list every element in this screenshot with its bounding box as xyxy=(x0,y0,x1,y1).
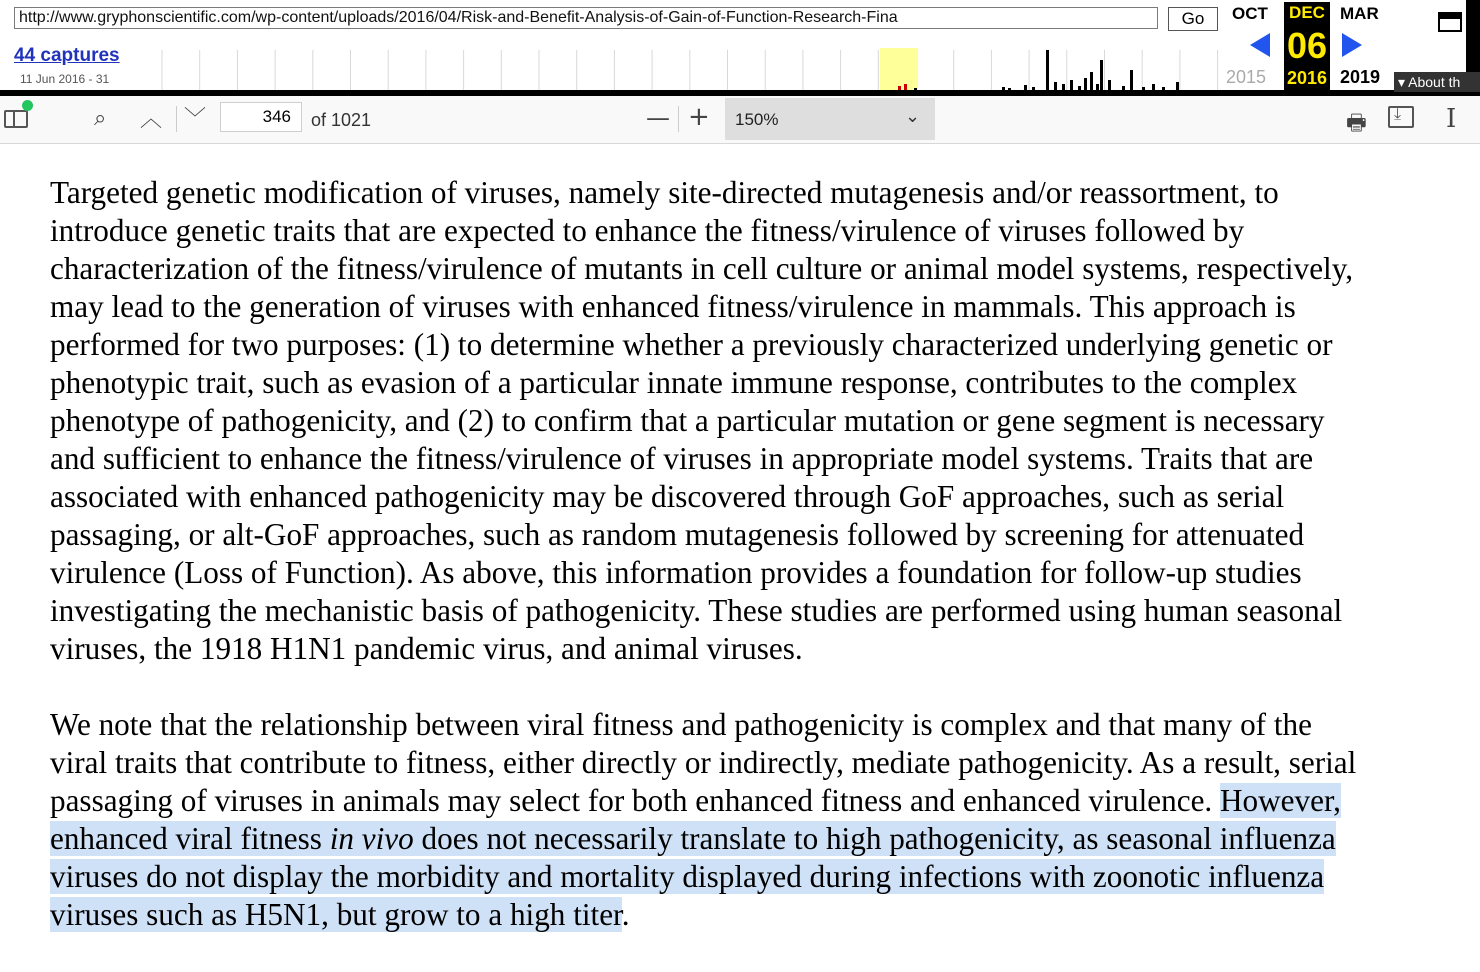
capture-bar[interactable] xyxy=(1096,84,1099,90)
wayback-panel xyxy=(0,0,1466,90)
capture-bar[interactable] xyxy=(1122,86,1125,90)
toolbar-divider xyxy=(176,106,177,132)
wayback-go-button[interactable]: Go xyxy=(1168,7,1218,31)
timeline-current-year xyxy=(880,48,918,90)
capture-bar[interactable] xyxy=(1130,70,1133,90)
capture-bar[interactable] xyxy=(1142,87,1145,90)
text-line: characterization of the fitness/virulence of mutants in cell culture or animal model systems, respectively, xyxy=(50,251,1354,286)
text-cursor-icon[interactable]: I xyxy=(1446,104,1457,134)
text-line: and sufficient to enhance the fitness/virulence of viruses in appropriate model systems. Traits that are xyxy=(50,441,1314,476)
search-icon[interactable]: ⌕ xyxy=(94,106,107,131)
selected-text[interactable]: viruses such as H5N1, but grow to a high titer xyxy=(50,897,622,932)
next-page-icon[interactable]: ﹀ xyxy=(184,107,207,132)
current-day: 06 xyxy=(1284,24,1330,66)
text-line: investigating the mechanistic basis of pathogenicity. These studies are performed using human seasonal xyxy=(50,593,1343,628)
capture-bar[interactable] xyxy=(904,84,907,90)
text-span: . xyxy=(621,897,630,932)
prev-month-link[interactable]: OCT xyxy=(1232,4,1268,23)
capture-date-range: 11 Jun 2016 - 31 xyxy=(20,72,110,86)
text-line: may lead to the generation of viruses with enhanced fitness/virulence in mammals. This approach is xyxy=(50,289,1296,324)
selected-text[interactable] xyxy=(50,821,1336,856)
current-year: 2016 xyxy=(1284,66,1330,90)
text-span: enhanced viral fitness xyxy=(50,821,330,856)
next-month-link[interactable]: MAR xyxy=(1340,4,1379,23)
capture-bar[interactable] xyxy=(1152,84,1155,90)
capture-bar[interactable] xyxy=(914,88,917,90)
text-line: viral traits that contribute to fitness, either directly or indirectly, mediate pathogenicity. As a result, serial xyxy=(50,745,1357,780)
zoom-value: 150% xyxy=(735,110,779,129)
next-year-link[interactable]: 2019 xyxy=(1340,67,1381,87)
capture-bar[interactable] xyxy=(1078,86,1081,90)
capture-bar[interactable] xyxy=(1176,82,1179,90)
capture-bar[interactable] xyxy=(1008,88,1011,90)
capture-bar[interactable] xyxy=(1032,87,1035,90)
text-line: phenotypic trait, such as evasion of a particular innate immune response, contributes to the complex xyxy=(50,365,1298,400)
zoom-select[interactable] xyxy=(725,98,935,140)
zoom-out-icon[interactable]: — xyxy=(646,104,670,132)
text-line xyxy=(50,858,1450,896)
selected-text[interactable]: However, xyxy=(1220,783,1341,818)
window-icon[interactable] xyxy=(1438,12,1462,32)
status-dot xyxy=(22,100,33,111)
current-month: DEC xyxy=(1284,2,1330,24)
text-line xyxy=(50,896,1450,934)
next-capture-arrow-icon[interactable] xyxy=(1342,33,1362,57)
page-number-input[interactable]: 346 xyxy=(220,102,302,132)
prev-year-link[interactable]: 2015 xyxy=(1226,67,1267,87)
capture-bar[interactable] xyxy=(1024,85,1027,90)
selected-text[interactable]: viruses do not display the morbidity and mortality displayed during infections with zoonotic influenza xyxy=(50,859,1325,894)
text-line: Targeted genetic modification of viruses, namely site-directed mutagenesis and/or reassortment, to xyxy=(50,175,1279,210)
pdf-page-content xyxy=(50,174,1450,972)
download-icon[interactable] xyxy=(1388,106,1414,128)
text-line xyxy=(50,782,1450,820)
text-line: phenotype of pathogenicity, and (2) to confirm that a particular mutation or gene segment is necessary xyxy=(50,403,1325,438)
capture-bar[interactable] xyxy=(1054,82,1057,90)
capture-timeline[interactable] xyxy=(132,40,1220,90)
capture-bar[interactable] xyxy=(1070,80,1073,90)
text-line: performed for two purposes: (1) to determine whether a previously characterized underlying genetic or xyxy=(50,327,1333,362)
text-line: associated with enhanced pathogenicity may be discovered through GoF approaches, such as serial xyxy=(50,479,1285,514)
text-span: passaging of viruses in animals may select for both enhanced fitness and enhanced virulence. xyxy=(50,783,1221,818)
text-span: does not necessarily translate to high pathogenicity, as seasonal influenza xyxy=(413,821,1336,856)
chevron-down-icon: ⌄ xyxy=(905,106,921,127)
about-capture-button[interactable]: ▾ About th xyxy=(1394,72,1480,92)
text-line: introduce genetic traits that are expected to enhance the fitness/virulence of viruses followed by xyxy=(50,213,1245,248)
toolbar-divider xyxy=(678,106,679,132)
previous-page-icon[interactable]: ︿ xyxy=(140,107,163,132)
zoom-in-icon[interactable]: + xyxy=(688,102,710,132)
wayback-url-input[interactable]: http://www.gryphonscientific.com/wp-content/uploads/2016/04/Risk-and-Benefit-Analysis-of-Gain-of-Function-Research-Fina xyxy=(14,7,1158,29)
italic-text: in vivo xyxy=(329,821,414,856)
prev-capture-arrow-icon[interactable] xyxy=(1250,33,1270,57)
text-line: viruses, the 1918 H1N1 pandemic virus, and animal viruses. xyxy=(50,631,803,666)
text-line xyxy=(50,820,1450,858)
pdf-toolbar xyxy=(0,96,1480,144)
capture-bar[interactable] xyxy=(1108,80,1111,90)
capture-bar[interactable] xyxy=(1046,50,1049,90)
capture-bar[interactable] xyxy=(898,86,901,90)
print-icon[interactable]: 🖶 xyxy=(1346,111,1367,136)
captures-link[interactable]: 44 captures xyxy=(14,45,120,66)
paragraph-1 xyxy=(50,174,1450,668)
page-total-label: of 1021 xyxy=(311,110,372,130)
text-line: We note that the relationship between viral fitness and pathogenicity is complex and that many of the xyxy=(50,707,1312,742)
capture-bar[interactable] xyxy=(1084,78,1087,90)
sidebar-toggle-icon[interactable] xyxy=(4,110,28,128)
text-line: virulence (Loss of Function). As above, this information provides a foundation for follow-up studies xyxy=(50,555,1302,590)
paragraph-2 xyxy=(50,706,1450,934)
capture-bar[interactable] xyxy=(1162,87,1165,90)
wayback-toolbar xyxy=(0,0,1480,96)
capture-bar[interactable] xyxy=(1002,87,1005,90)
capture-bar[interactable] xyxy=(1100,60,1103,90)
capture-bar[interactable] xyxy=(1090,72,1093,90)
text-line: passaging, or alt-GoF approaches, such as random mutagenesis followed by screening for attenuated xyxy=(50,517,1305,552)
capture-bar[interactable] xyxy=(1062,84,1065,90)
